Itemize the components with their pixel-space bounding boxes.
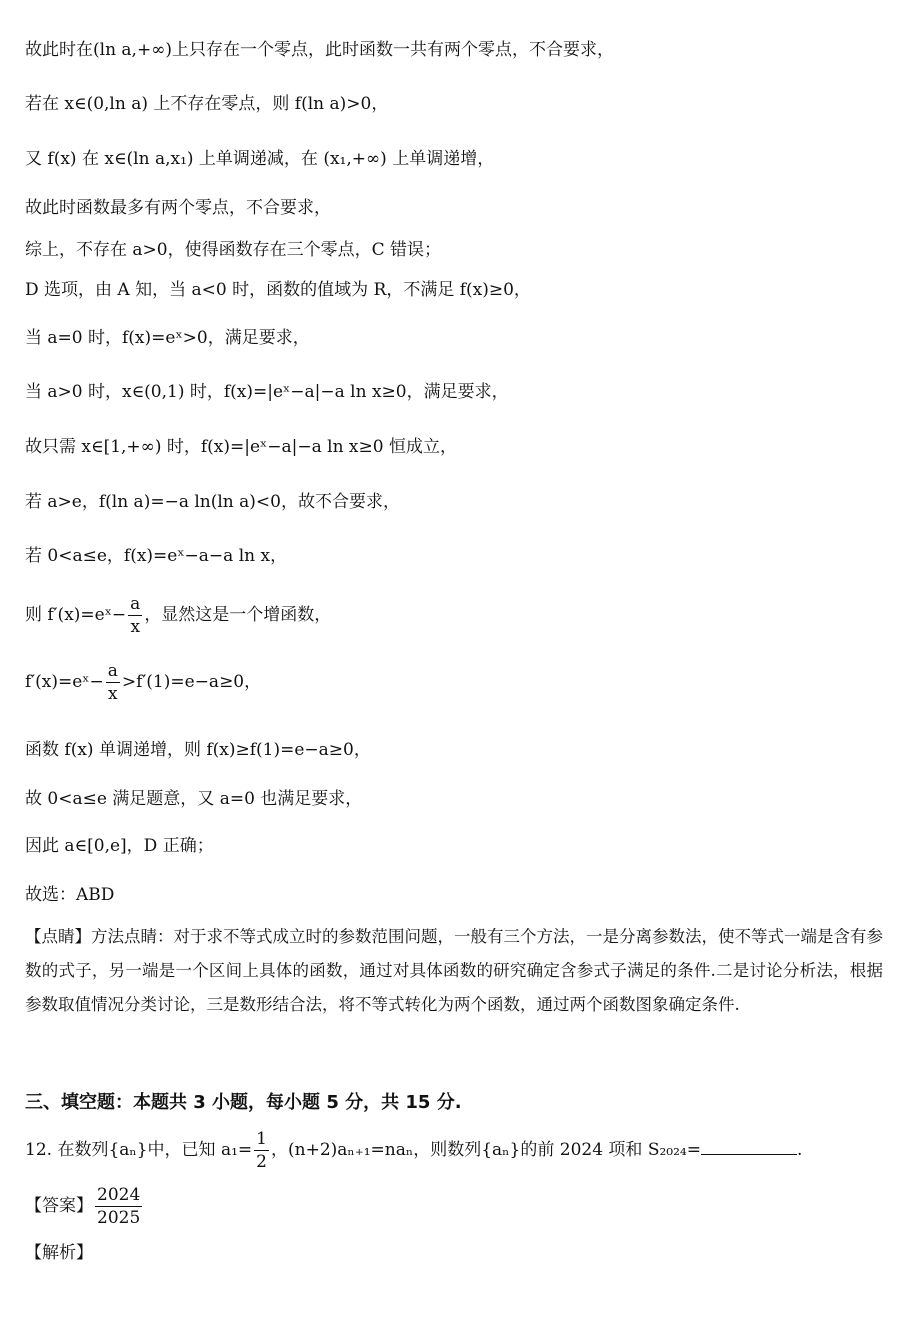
fraction (128, 593, 142, 638)
fraction-numerator: a (130, 594, 141, 614)
section-heading: 三、填空题：本题共 3 小题，每小题 5 分，共 15 分. (25, 1092, 462, 1113)
tip-paragraph: 【点睛】方法点睛：对于求不等式成立时的参数范围问题，一般有三个方法，一是分离参数法，使不等式一端是含有参数的式子，另一端是一个区间上具体的函数，通过对具体函数的研究确定含参式子满足的条件.二是讨论分析法，根据参数取值情况分类讨论，三是数形结合法，将不等式转化为两个函数，通过两个函数图象确定条件. (25, 927, 883, 1014)
fraction (106, 660, 120, 705)
answer-blank (701, 1138, 797, 1155)
fraction-denominator: 2 (256, 1152, 267, 1172)
fraction-denominator: x (108, 684, 118, 704)
derivative-prefix: 则 f′(x)=eˣ− (25, 605, 127, 625)
text-line: 故 0<a≤e 满足题意，又 a=0 也满足要求， (25, 789, 363, 809)
text-line: 当 a=0 时，f(x)=eˣ>0，满足要求， (25, 328, 310, 348)
text-line: 故此时在(ln a,+∞)上只存在一个零点，此时函数一共有两个零点，不合要求， (25, 40, 614, 60)
answer-fraction (95, 1184, 142, 1229)
analysis-label: 【解析】 (25, 1243, 93, 1263)
fraction-denominator: x (130, 617, 141, 637)
derivative-line (25, 590, 331, 640)
derivative2-suffix: >f′(1)=e−a≥0， (121, 672, 262, 692)
fraction-numerator: 1 (256, 1129, 267, 1149)
text-line: 若在 x∈(0,ln a) 上不存在零点，则 f(ln a)>0， (25, 94, 389, 114)
text-line: 当 a>0 时，x∈(0,1) 时，f(x)=|eˣ−a|−a ln x≥0，满足要求， (25, 382, 509, 402)
question-end: . (796, 1140, 803, 1160)
text-line: 若 0<a≤e，f(x)=eˣ−a−a ln x， (25, 546, 288, 566)
question-suffix: ，(n+2)aₙ₊₁=naₙ，则数列{aₙ}的前 2024 项和 S₂₀₂₄= (271, 1140, 701, 1160)
fraction (254, 1128, 269, 1173)
derivative-suffix: ，显然这是一个增函数， (144, 605, 332, 625)
text-line: 因此 a∈[0,e]，D 正确； (25, 836, 214, 856)
text-line: 若 a>e，f(ln a)=−a ln(ln a)<0，故不合要求， (25, 492, 400, 512)
fraction-denominator: 2025 (97, 1208, 141, 1228)
text-line: 函数 f(x) 单调递增，则 f(x)≥f(1)=e−a≥0， (25, 740, 371, 760)
text-line: 故只需 x∈[1,+∞) 时，f(x)=|eˣ−a|−a ln x≥0 恒成立， (25, 437, 457, 457)
derivative2-prefix: f′(x)=eˣ− (25, 672, 104, 692)
question-prefix: 12. 在数列{aₙ}中，已知 a₁= (25, 1140, 253, 1160)
answer-line (25, 1180, 144, 1232)
text-line: 综上，不存在 a>0，使得函数存在三个零点，C 错误； (25, 240, 442, 260)
text-line: D 选项，由 A 知，当 a<0 时，函数的值域为 R，不满足 f(x)≥0， (25, 280, 531, 300)
answer-choice: 故选：ABD (25, 885, 115, 905)
text-line: 又 f(x) 在 x∈(ln a,x₁) 上单调递减，在 (x₁,+∞) 上单调递增， (25, 149, 495, 169)
text-line: 故此时函数最多有两个零点，不合要求， (25, 198, 331, 218)
fraction-numerator: 2024 (97, 1185, 141, 1205)
answer-label: 【答案】 (25, 1196, 93, 1216)
fraction-numerator: a (107, 661, 118, 681)
derivative-line-2 (25, 657, 261, 707)
question-12 (25, 1124, 802, 1176)
